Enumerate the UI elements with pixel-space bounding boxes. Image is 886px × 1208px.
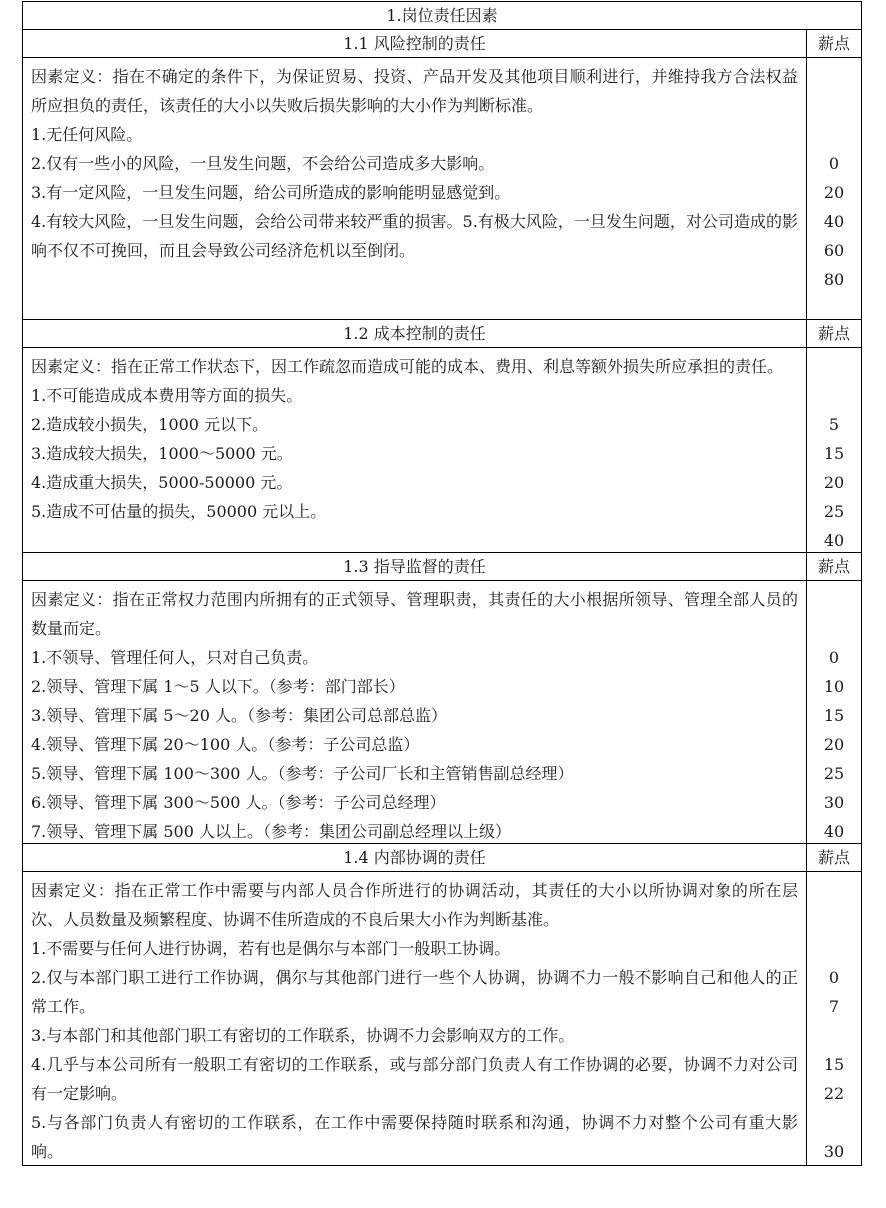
level-item: 1.不领导、管理任何人，只对自己负责。 xyxy=(31,648,319,667)
factor-definition: 因素定义：指在正常工作状态下，因工作疏忽而造成可能的成本、费用、利息等额外损失所应承担的责任。 xyxy=(31,357,784,376)
section-title: 1.2 成本控制的责任 xyxy=(23,320,807,348)
main-title: 1.岗位责任因素 xyxy=(23,2,862,30)
section-header-row xyxy=(23,844,862,872)
points-value: 40 xyxy=(823,212,845,231)
section-body-row xyxy=(23,581,862,844)
level-item: 5.与各部门负责人有密切的工作联系，在工作中需要保持随时联系和沟通，协调不力对整个公司有重大影响。 xyxy=(31,1113,798,1161)
points-value: 60 xyxy=(823,241,845,260)
level-item: 7.领导、管理下属 500 人以上。（参考：集团公司副总经理以上级） xyxy=(31,822,511,841)
section-title: 1.1 风险控制的责任 xyxy=(23,30,807,58)
section-content xyxy=(23,872,807,1166)
points-value: 5 xyxy=(828,415,840,434)
level-item: 3.与本部门和其他部门职工有密切的工作联系，协调不力会影响双方的工作。 xyxy=(31,1026,575,1045)
level-item: 4.几乎与本公司所有一般职工有密切的工作联系，或与部分部门负责人有工作协调的必要，协调不力对公司有一定影响。 xyxy=(31,1055,798,1103)
points-header: 薪点 xyxy=(807,553,862,581)
points-value: 40 xyxy=(823,531,845,550)
points-value: 20 xyxy=(823,183,845,202)
section-body-row xyxy=(23,58,862,320)
points-value: 15 xyxy=(823,1055,845,1074)
points-value: 15 xyxy=(823,706,845,725)
points-value: 7 xyxy=(828,997,840,1016)
section-content xyxy=(23,58,807,320)
points-column xyxy=(807,348,862,553)
points-column xyxy=(807,581,862,844)
points-value: 30 xyxy=(823,793,845,812)
section-body-row xyxy=(23,348,862,553)
level-item: 4.造成重大损失，5000-50000 元。 xyxy=(31,473,293,492)
responsibility-factor-table xyxy=(22,1,862,1166)
section-header-row xyxy=(23,30,862,58)
level-item: 3.造成较大损失，1000～5000 元。 xyxy=(31,444,293,463)
points-value: 0 xyxy=(828,968,840,987)
level-item: 2.造成较小损失，1000 元以下。 xyxy=(31,415,269,434)
points-value: 40 xyxy=(823,822,845,841)
points-value: 0 xyxy=(828,648,840,667)
points-value: 25 xyxy=(823,502,845,521)
section-title: 1.4 内部协调的责任 xyxy=(23,844,807,872)
level-item: 1.无任何风险。 xyxy=(31,125,143,144)
level-item: 4.领导、管理下属 20～100 人。（参考：子公司总监） xyxy=(31,735,420,754)
points-value: 15 xyxy=(823,444,845,463)
level-item: 5.领导、管理下属 100～300 人。（参考：子公司厂长和主管销售副总经理） xyxy=(31,764,574,783)
points-value: 25 xyxy=(823,764,845,783)
factor-definition: 因素定义：指在正常权力范围内所拥有的正式领导、管理职责，其责任的大小根据所领导、管理全部人员的数量而定。 xyxy=(31,590,798,638)
points-value: 20 xyxy=(823,473,845,492)
level-item: 3.领导、管理下属 5～20 人。（参考：集团公司总部总监） xyxy=(31,706,447,725)
level-item: 2.仅与本部门职工进行工作协调，偶尔与其他部门进行一些个人协调，协调不力一般不影响自己和他人的正常工作。 xyxy=(31,968,798,1016)
points-value: 0 xyxy=(828,154,840,173)
points-value: 30 xyxy=(823,1142,845,1161)
points-header: 薪点 xyxy=(807,844,862,872)
level-item: 1.不可能造成成本费用等方面的损失。 xyxy=(31,386,303,405)
level-item: 4.有较大风险，一旦发生问题，会给公司带来较严重的损害。5.有极大风险，一旦发生问题，对公司造成的影响不仅不可挽回，而且会导致公司经济危机以至倒闭。 xyxy=(31,212,798,260)
points-header: 薪点 xyxy=(807,320,862,348)
points-header: 薪点 xyxy=(807,30,862,58)
section-content xyxy=(23,581,807,844)
level-item: 6.领导、管理下属 300～500 人。（参考：子公司总经理） xyxy=(31,793,446,812)
level-item: 2.领导、管理下属 1～5 人以下。（参考：部门部长） xyxy=(31,677,405,696)
points-column xyxy=(807,58,862,320)
factor-definition: 因素定义：指在正常工作中需要与内部人员合作所进行的协调活动，其责任的大小以所协调对象的所在层次、人员数量及频繁程度、协调不佳所造成的不良后果大小作为判断基准。 xyxy=(31,881,798,929)
points-column xyxy=(807,872,862,1166)
level-item: 2.仅有一些小的风险，一旦发生问题，不会给公司造成多大影响。 xyxy=(31,154,495,173)
section-body-row xyxy=(23,872,862,1166)
factor-definition: 因素定义：指在不确定的条件下，为保证贸易、投资、产品开发及其他项目顺利进行，并维持我方合法权益所应担负的责任，该责任的大小以失败后损失影响的大小作为判断标准。 xyxy=(31,67,798,115)
level-item: 3.有一定风险，一旦发生问题，给公司所造成的影响能明显感觉到。 xyxy=(31,183,511,202)
points-value: 20 xyxy=(823,735,845,754)
level-item: 1.不需要与任何人进行协调，若有也是偶尔与本部门一般职工协调。 xyxy=(31,939,511,958)
section-header-row xyxy=(23,320,862,348)
section-header-row xyxy=(23,553,862,581)
section-title: 1.3 指导监督的责任 xyxy=(23,553,807,581)
points-value: 10 xyxy=(823,677,845,696)
points-value: 80 xyxy=(823,270,845,289)
section-content xyxy=(23,348,807,553)
level-item: 5.造成不可估量的损失，50000 元以上。 xyxy=(31,502,327,521)
points-value: 22 xyxy=(823,1084,845,1103)
